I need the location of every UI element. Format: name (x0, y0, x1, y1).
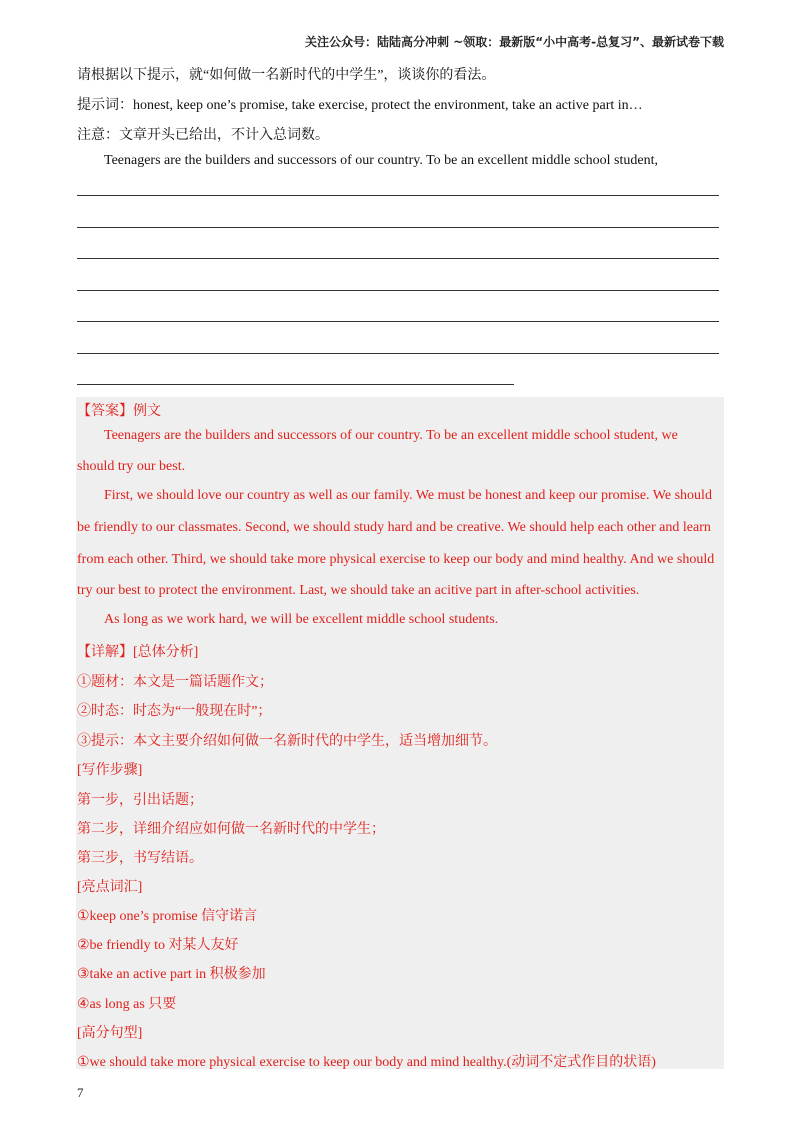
analysis-item: ①题材：本文是一篇话题作文； (77, 675, 273, 690)
writing-line (77, 290, 719, 291)
sentence-item: ①we should take more physical exercise to keep our body and mind healthy.(动词不定式作目的状语) (77, 1055, 656, 1070)
vocab-item: ①keep one’s promise 信守诺言 (77, 909, 258, 924)
answer-title-text: 例文 (133, 404, 161, 419)
essay-line: try our best to protect the environment. Last, we should take an acitive part in after-school activities. (77, 583, 640, 598)
vocab-item: ③take an active part in 积极参加 (77, 967, 266, 982)
analysis-item: ③提示：本文主要介绍如何做一名新时代的中学生，适当增加细节。 (77, 734, 497, 749)
answer-bracket: 【答案】 (77, 404, 133, 419)
step-item: 第二步，详细介绍应如何做一名新时代的中学生； (77, 822, 385, 837)
writing-line (77, 227, 719, 228)
detail-title (77, 641, 198, 661)
steps-heading: [写作步骤] (77, 763, 143, 778)
writing-line (77, 321, 719, 322)
essay-line: Teenagers are the builders and successors of our country. To be an excellent middle school student, we (104, 428, 678, 443)
header-note: 关注公众号：陆陆高分冲刺 ~领取：最新版“小中高考-总复习”、最新试卷下载 (305, 35, 724, 49)
writing-line (77, 258, 719, 259)
essay-line: be friendly to our classmates. Second, we should study hard and be creative. We should help each other and learn (77, 520, 711, 535)
essay-line: should try our best. (77, 459, 186, 474)
vocab-heading: [亮点词汇] (77, 880, 143, 895)
detail-bracket: 【详解】 (77, 645, 133, 660)
prompt-instruction: 请根据以下提示，就“如何做一名新时代的中学生”，谈谈你的看法。 (77, 68, 496, 83)
prompt-note: 注意：文章开头已给出，不计入总词数。 (77, 128, 329, 143)
step-item: 第三步，书写结语。 (77, 851, 203, 866)
essay-line: First, we should love our country as well as our family. We must be honest and keep our promise. We should (104, 488, 712, 503)
writing-line (77, 384, 514, 385)
essay-line: As long as we work hard, we will be excellent middle school students. (104, 612, 499, 627)
vocab-item: ②be friendly to 对某人友好 (77, 938, 239, 953)
analysis-item: ②时态：时态为“一般现在时”； (77, 704, 272, 719)
writing-line (77, 195, 719, 196)
sentence-heading: [高分句型] (77, 1026, 143, 1041)
writing-line (77, 353, 719, 354)
essay-opening: Teenagers are the builders and successors of our country. To be an excellent middle school student, (104, 153, 658, 168)
page-number: 7 (77, 1085, 84, 1100)
answer-title (77, 400, 161, 420)
essay-line: from each other. Third, we should take more physical exercise to keep our body and mind healthy. And we should (77, 552, 715, 567)
prompt-hint: 提示词：honest, keep one’s promise, take exercise, protect the environment, take an active part in… (77, 98, 643, 113)
step-item: 第一步，引出话题； (77, 793, 203, 808)
vocab-item: ④as long as 只要 (77, 997, 177, 1012)
detail-heading: [总体分析] (133, 645, 199, 660)
